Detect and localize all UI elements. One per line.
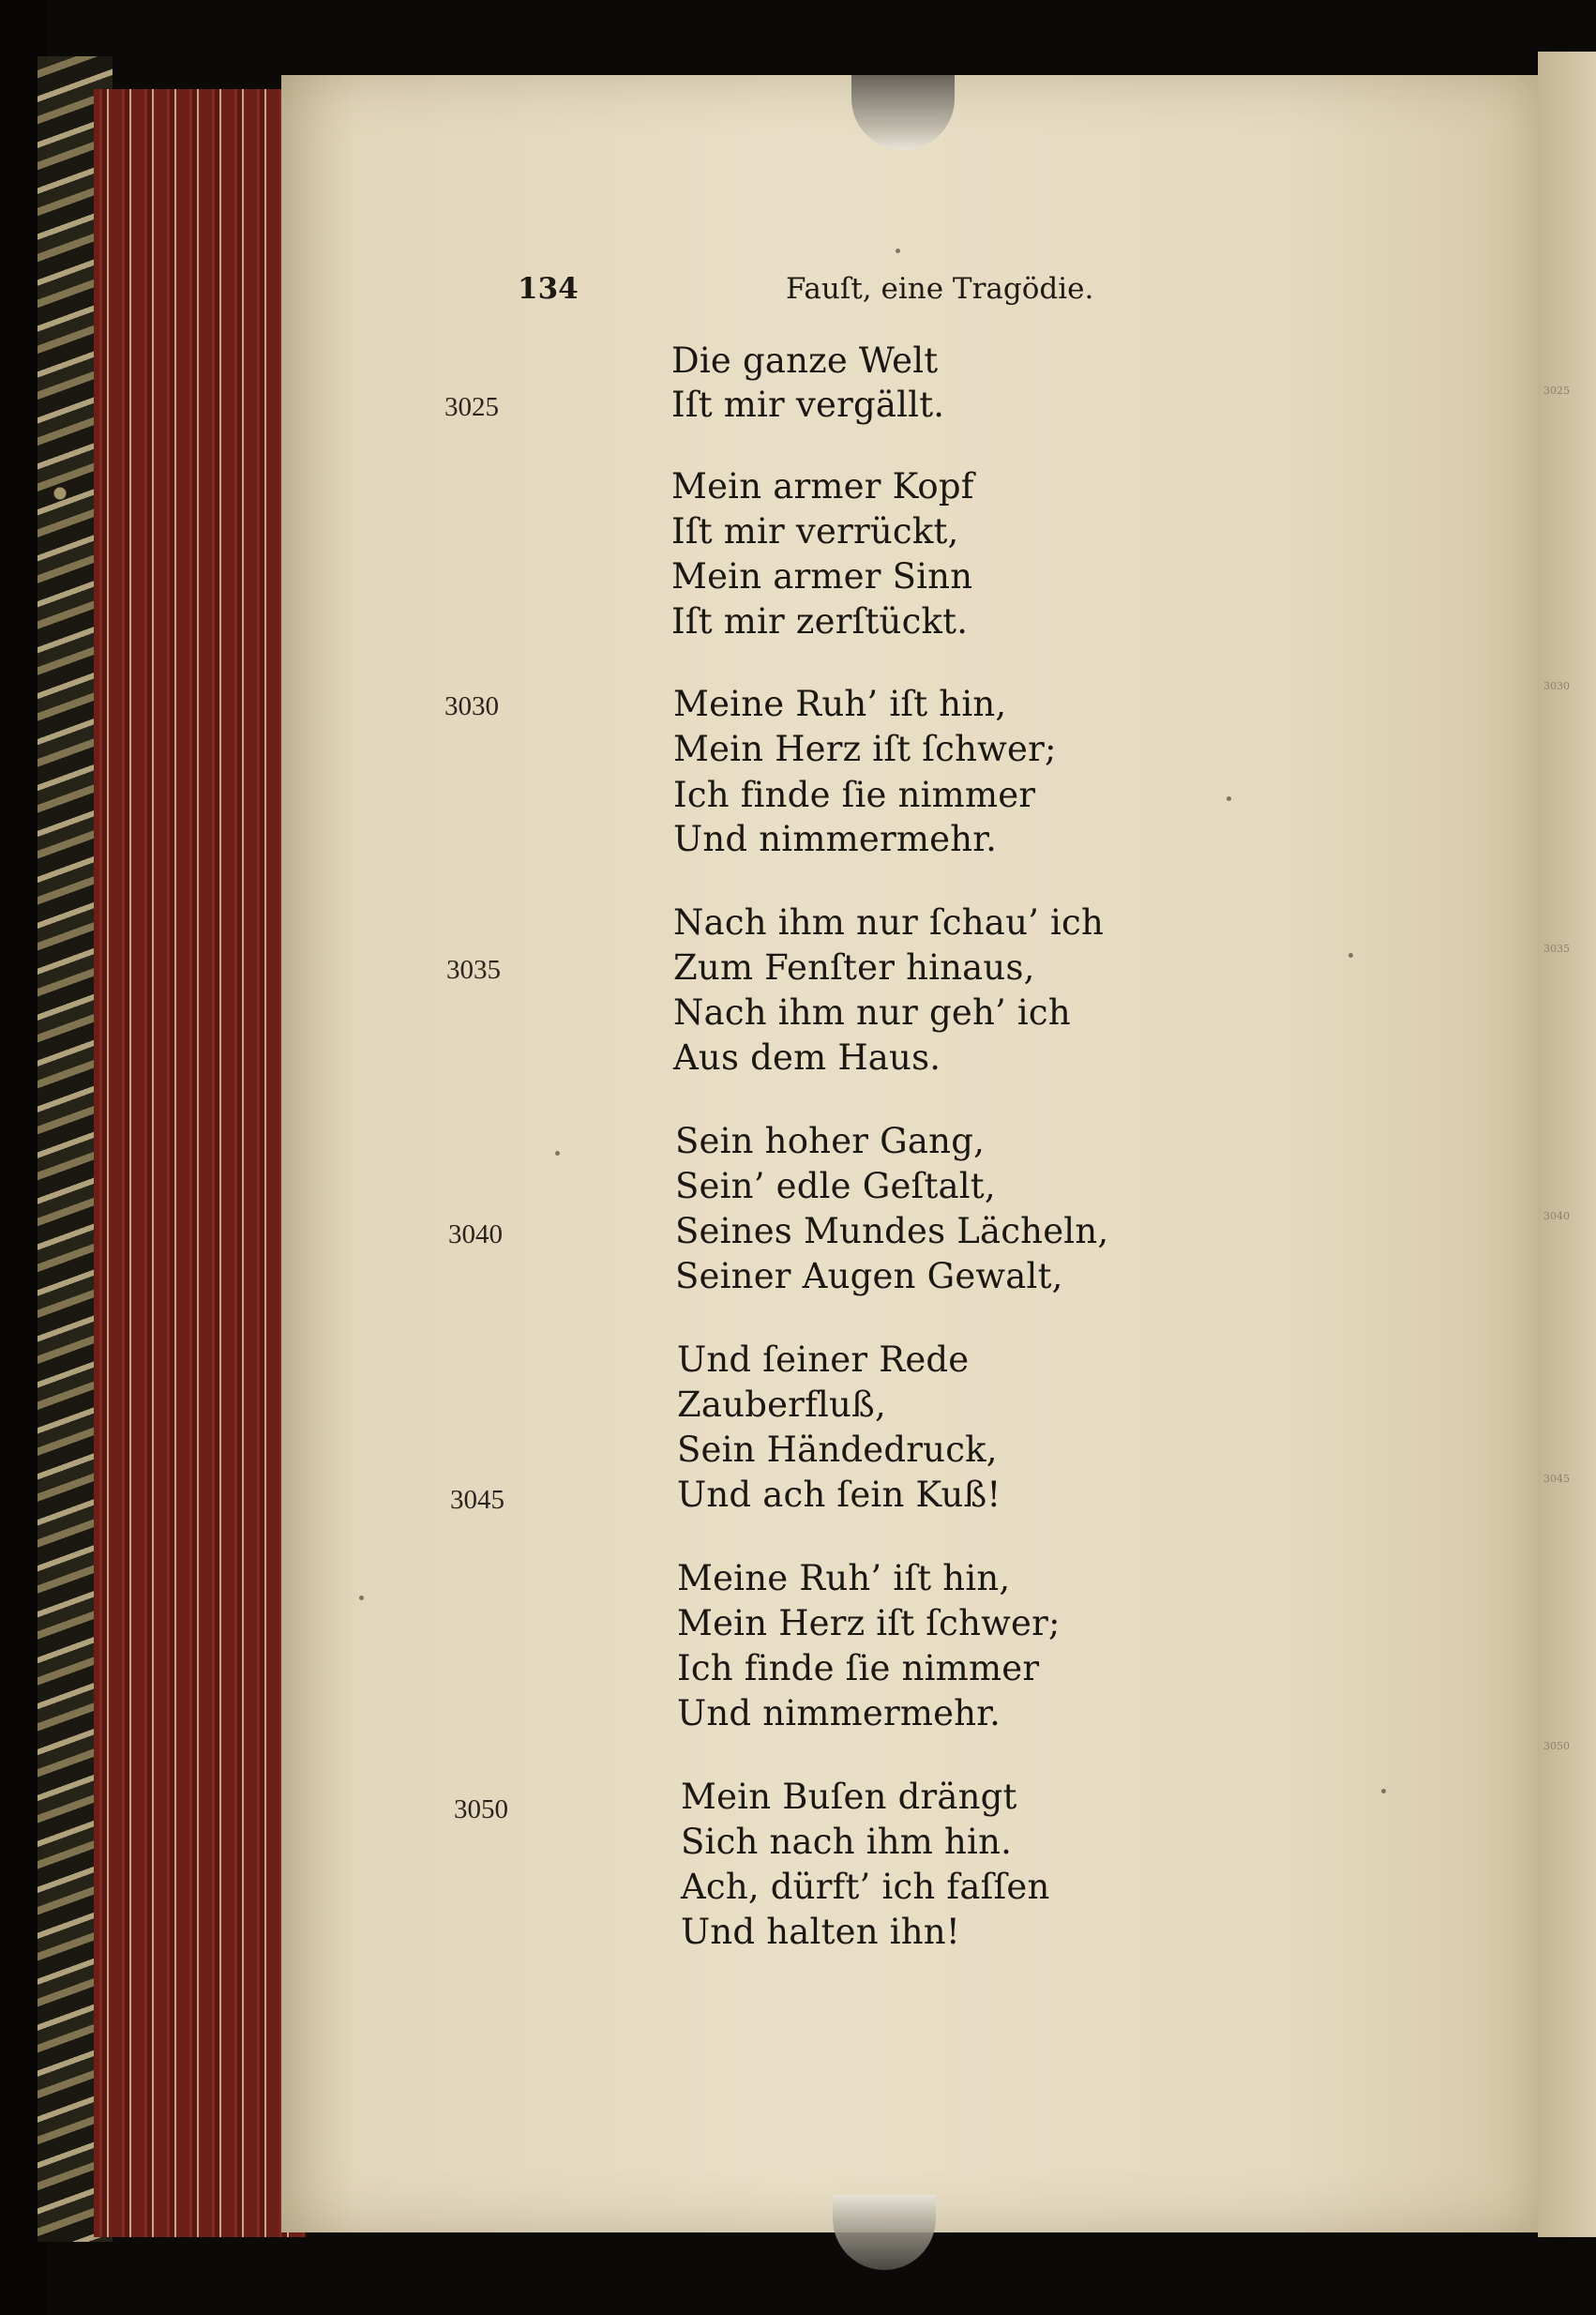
verse-line: Und ſeiner Rede: [677, 1339, 970, 1380]
verse-line: Sein Händedruck,: [677, 1430, 998, 1470]
verse-line: Die ganze Welt: [671, 340, 939, 381]
page-clip-bottom: [833, 2195, 936, 2270]
verse-line: Mein armer Kopf: [671, 466, 974, 507]
verse-line: Iſt mir vergällt.: [671, 385, 945, 425]
page-number: 134: [518, 272, 579, 306]
verse-line: Iſt mir zerſtückt.: [671, 601, 969, 642]
facing-margin-number: 3035: [1543, 943, 1570, 955]
paper-speck: [1381, 1789, 1386, 1793]
verse-line: Und ach ſein Kuß!: [677, 1475, 1001, 1515]
paper-speck: [1348, 953, 1353, 958]
paper-speck: [359, 1596, 364, 1600]
verse-line: Zum Fenſter hinaus,: [673, 947, 1035, 988]
paper-speck: [1227, 796, 1231, 801]
facing-margin-number: 3025: [1543, 385, 1570, 397]
facing-margin-number: 3040: [1543, 1210, 1570, 1222]
line-number: 3035: [446, 955, 501, 985]
line-number: 3045: [450, 1485, 504, 1515]
verse-line: Aus dem Haus.: [673, 1037, 941, 1078]
verse-line: Mein Buſen drängt: [681, 1777, 1017, 1817]
verse-line: Sein’ edle Geſtalt,: [675, 1166, 996, 1206]
verse-line: Ich finde ſie nimmer: [673, 775, 1036, 815]
verse-line: Meine Ruh’ iſt hin,: [677, 1558, 1011, 1598]
running-title: Fauſt, eine Tragödie.: [786, 272, 1094, 306]
verse-line: Sich nach ihm hin.: [681, 1822, 1013, 1862]
verse-line: Seiner Augen Gewalt,: [675, 1256, 1063, 1296]
verse-line: Und halten ihn!: [681, 1912, 960, 1952]
facing-margin-number: 3045: [1543, 1473, 1570, 1485]
page-edges: [94, 89, 307, 2237]
verse-line: Nach ihm nur geh’ ich: [673, 992, 1071, 1033]
paper-speck: [896, 249, 900, 253]
verse-line: Nach ihm nur ſchau’ ich: [673, 902, 1105, 943]
verse-line: Mein armer Sinn: [671, 556, 973, 597]
verse-line: Und nimmermehr.: [677, 1693, 1001, 1733]
verse-line: Ich finde ſie nimmer: [677, 1648, 1040, 1688]
verse-line: Zauberfluß,: [677, 1384, 886, 1425]
verse-line: Meine Ruh’ iſt hin,: [673, 684, 1007, 724]
line-number: 3050: [454, 1794, 508, 1824]
line-number: 3025: [444, 392, 499, 422]
verse-line: Iſt mir verrückt,: [671, 511, 959, 552]
facing-margin-number: 3030: [1543, 680, 1570, 692]
verse-line: Mein Herz iſt ſchwer;: [673, 729, 1057, 769]
verse-line: Ach, dürft’ ich faſſen: [681, 1867, 1050, 1907]
facing-page-edge: [1538, 52, 1596, 2237]
verse-line: Seines Mundes Lächeln,: [675, 1211, 1109, 1251]
line-number: 3030: [444, 691, 499, 721]
verse-line: Und nimmermehr.: [673, 819, 998, 859]
verse-line: Sein hoher Gang,: [675, 1121, 986, 1161]
facing-margin-number: 3050: [1543, 1740, 1570, 1752]
verse-line: Mein Herz iſt ſchwer;: [677, 1603, 1061, 1643]
line-number: 3040: [448, 1219, 503, 1249]
paper-speck: [555, 1151, 560, 1156]
